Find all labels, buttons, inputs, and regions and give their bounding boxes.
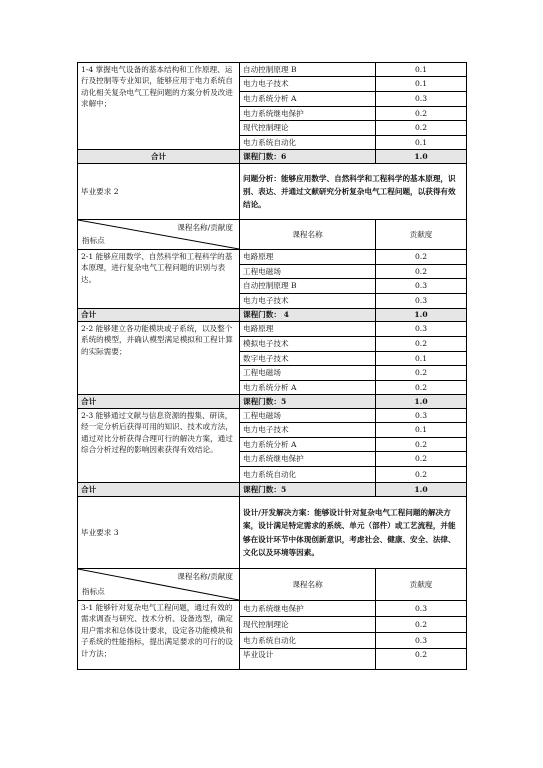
indicator-2-3: 2-3 能够通过文献与信息资源的搜集、研读，经一定分析后获得可用的知识、技术或方法，通过对比分析获得合理可行的解决方案，通过综合分析过程的影响因素获得有效结论。 (78, 409, 240, 483)
indicator-table (77, 62, 466, 670)
sum-total: 1.0 (376, 483, 467, 497)
requirement-2-text: 问题分析：能够应用数学、自然科学和工程科学的基本原理，识别、表达、并通过文献研究分析复杂电气工程问题，以获得有效结论。 (240, 164, 467, 220)
indicator-3-1: 3-1 能够针对复杂电气工程问题，通过有效的需求调查与研究、技术分析、设备选型，确定用户需求和总体设计要求，设定各功能模块和子系统的性能指标，提出满足要求的可行的设计方法； (78, 601, 240, 670)
header-value: 贡献度 (376, 569, 467, 601)
sum-label: 合计 (78, 309, 240, 322)
indicator-2-1: 2-1 能够应用数学、自然科学和工程科学的基本原理，进行复杂电气工程问题的识别与表达。 (78, 250, 240, 309)
course-name: 电力系统分析 A (240, 381, 376, 395)
course-name: 数字电子技术 (240, 352, 376, 366)
course-value: 0.2 (376, 617, 467, 633)
course-value: 0.2 (376, 337, 467, 352)
course-name: 电力系统分析 A (240, 92, 376, 107)
diag-top-label: 课程名称/贡献度 (177, 223, 233, 232)
course-name: 工程电磁场 (240, 409, 376, 423)
course-name: 毕业设计 (240, 649, 376, 670)
sum-total: 1.0 (376, 395, 467, 409)
course-value: 0.1 (376, 77, 467, 92)
course-name: 电路原理 (240, 250, 376, 265)
course-value: 0.2 (376, 649, 467, 670)
course-value: 0.2 (376, 381, 467, 395)
course-name: 模拟电子技术 (240, 337, 376, 352)
course-value: 0.3 (376, 279, 467, 294)
header-course: 课程名称 (240, 220, 376, 250)
course-count: 课程门数：6 (240, 150, 376, 164)
course-name: 电力系统继电保护 (240, 601, 376, 617)
course-name: 电力系统继电保护 (240, 107, 376, 121)
course-value: 0.2 (376, 452, 467, 467)
course-name: 现代控制理论 (240, 121, 376, 136)
sum-label: 合计 (78, 395, 240, 409)
course-value: 0.1 (376, 423, 467, 438)
indicator-2-2: 2-2 能够建立各功能模块或子系统，以及整个系统的模型，并确认模型满足模拟和工程计算的实际需要； (78, 322, 240, 395)
course-value: 0.2 (376, 366, 467, 381)
requirement-2-label: 毕业要求 2 (78, 164, 240, 220)
diag-bottom-label: 指标点 (82, 236, 105, 245)
diagonal-header (78, 220, 240, 250)
course-name: 电力电子技术 (240, 77, 376, 92)
course-value: 0.2 (376, 121, 467, 136)
course-value: 0.3 (376, 322, 467, 337)
course-name: 电力系统继电保护 (240, 452, 376, 467)
diag-bottom-label: 指标点 (82, 587, 105, 596)
course-name: 电路原理 (240, 322, 376, 337)
course-name: 电力系统分析 A (240, 438, 376, 452)
sum-label: 合计 (78, 483, 240, 497)
course-value: 0.1 (376, 136, 467, 150)
course-value: 0.1 (376, 352, 467, 366)
course-value: 0.2 (376, 265, 467, 279)
diagonal-header (78, 569, 240, 601)
course-value: 0.2 (376, 107, 467, 121)
header-value: 贡献度 (376, 220, 467, 250)
course-value: 0.1 (376, 63, 467, 77)
sum-total: 1.0 (376, 150, 467, 164)
course-value: 0.3 (376, 601, 467, 617)
course-name: 电力系统自动化 (240, 633, 376, 649)
course-name: 电力电子技术 (240, 423, 376, 438)
course-name: 自动控制原理 B (240, 63, 376, 77)
course-value: 0.2 (376, 250, 467, 265)
diag-top-label: 课程名称/贡献度 (177, 572, 233, 581)
requirement-3-label: 毕业要求 3 (78, 497, 240, 569)
course-count: 课程门数：5 (240, 483, 376, 497)
course-name: 自动控制原理 B (240, 279, 376, 294)
course-name: 电力系统自动化 (240, 136, 376, 150)
course-name: 工程电磁场 (240, 265, 376, 279)
course-value: 0.2 (376, 438, 467, 452)
course-name: 工程电磁场 (240, 366, 376, 381)
course-count: 课程门数：5 (240, 395, 376, 409)
header-course: 课程名称 (240, 569, 376, 601)
indicator-1-4: 1-4 掌握电气设备的基本结构和工作原理、运行及控制等专业知识，能够应用于电力系统自动化相关复杂电气工程问题的方案分析及改进求解中； (78, 63, 240, 150)
course-name: 现代控制理论 (240, 617, 376, 633)
course-name: 电力电子技术 (240, 294, 376, 309)
course-count: 课程门数： 4 (240, 309, 376, 322)
course-value: 0.3 (376, 633, 467, 649)
course-value: 0.3 (376, 92, 467, 107)
course-value: 0.3 (376, 409, 467, 423)
requirement-3-text: 设计/开发解决方案：能够设计针对复杂电气工程问题的解决方案，设计满足特定需求的系统、单元（部件）或工艺流程，并能够在设计环节中体现创新意识，考虑社会、健康、安全、法律、文化以及环境等因素。 (240, 497, 467, 569)
course-value: 0.2 (376, 467, 467, 483)
sum-total: 1.0 (376, 309, 467, 322)
sum-label: 合计 (78, 150, 240, 164)
course-name: 电力系统自动化 (240, 467, 376, 483)
course-value: 0.3 (376, 294, 467, 309)
